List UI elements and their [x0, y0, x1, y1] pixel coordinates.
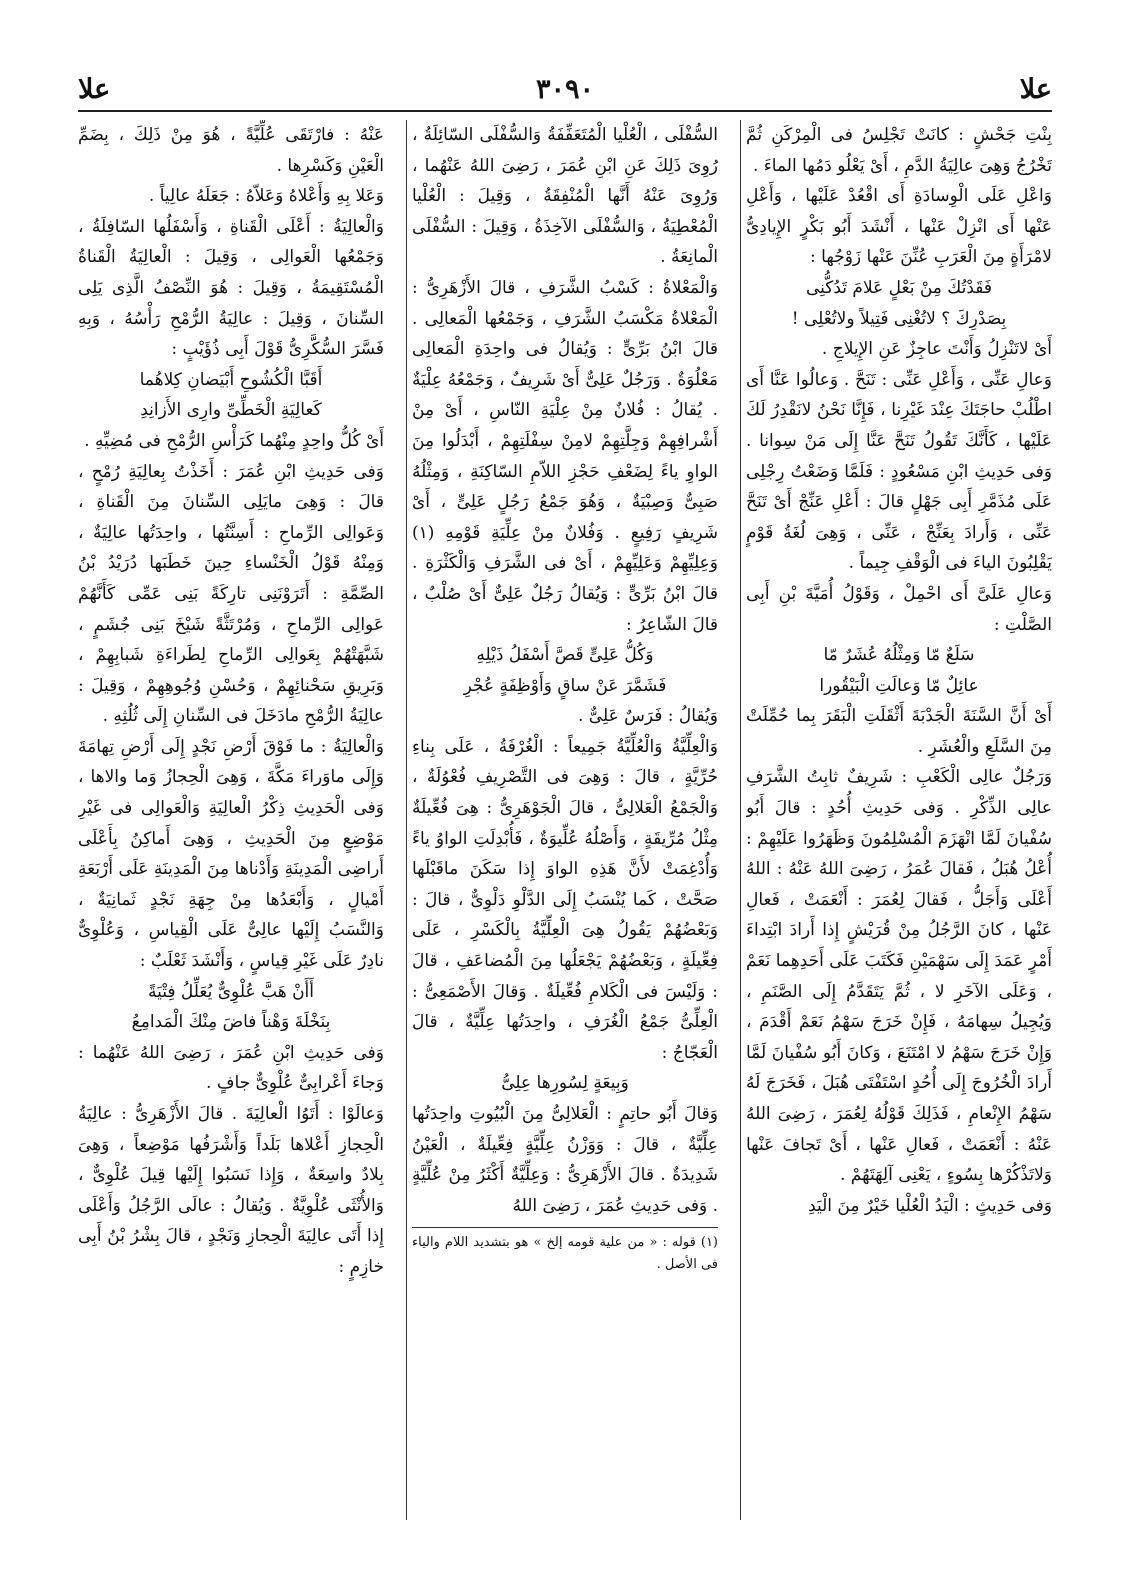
paragraph: وَرَجُلٌ عالِى الْكَعْبِ : شَرِيفٌ ثابِتُ الشَّرَفِ عالِى الذِّكْرِ . وَفى حَدِيثِ أُحُدٍ : قالَ أَبُو سُفْيانَ لَمَّا انْهَزَمَ الْمُسْلِمُونَ وَظَهَرُوا عَلَيْهِمْ : أُعْلُ هُبَلُ ، فَقالَ عُمَرُ ، رَضِىَ اللهُ عَنْهُ : اللهُ أَعْلَى وَأَجَلُّ ، فَقالَ لِعُمَرَ : أَنْعَمَتْ ، فَعالِ عَنْها ، كانَ الرَّجُلُ مِنْ قُرَيْشٍ إِذا أَرادَ ابْتِداءَ أَمْرٍ عَمَدَ إِلَى سَهْمَيْنِ فَكَتَبَ عَلَى أَحَدِهِما نَعَمْ ، وَعَلَى الآخَرِ لا ، ثُمَّ يَتَقَدَّمُ إِلَى الصَّنَمِ ، وَيُجِيلُ سِهامَهُ ، فَإِنْ خَرَجَ سَهْمُ نَعَمْ أَقْدَمَ ، وَإِنْ خَرَجَ سَهْمُ لا امْتَنَعَ ، وَكانَ أَبُو سُفْيانَ لَمَّا أَرادَ الْخُرُوجَ إِلَى أُحُدٍ اسْتَفْتَى هُبَلَ ، فَخَرَجَ لَهُ سَهْمُ الإِنْعامِ ، فَذَلِكَ قَوْلُهُ لِعُمَرَ ، رَضِىَ اللهُ عَنْهُ : أَنْعَمَتْ ، فَعالِ عَنْها ، أَىْ تَجافَ عَنْها وَلاتَذْكُرْها بِسُوءٍ ، يَعْنِى آلِهَتَهُمْ . — [746, 767, 1052, 1186]
paragraph: وَاعْلِ عَلَى الْوِسادَةِ أَى اقْعُدْ عَلَيْها ، وَأَعْلِ عَنْها أَى انْزِلْ عَنْها ، أَنْشَدَ أَبُو بَكْرٍ الإِيادِىُّ لامْرَأَةٍ مِنَ الْعَرَبِ عُنِّنَ عَنْها زَوْجُها : — [746, 186, 1052, 268]
verse-line: بِنَخْلَةَ وَهْناً فاضَ مِنْكَ الْمَدامِعُ — [131, 1012, 331, 1033]
footnote: (١) قوله : « من علية قومه إلخ » هو بتشديد اللام والياء فى الأصل . — [412, 1235, 718, 1273]
headword-left: علا — [78, 73, 111, 105]
paragraph: عَنْهُ : فارْتَقَى عُلِّيَّةً ، هُوَ مِنْ ذَلِكَ ، بِضَمِّ الْعَيْنِ وَكَسْرِها . — [78, 125, 384, 176]
page-number: ٣٠٩٠ — [536, 73, 595, 105]
paragraph: أَىْ لاتَنْزِلُ وَأَنْتَ عاجِزٌ عَنِ الإِيلاجِ . — [821, 339, 1052, 360]
paragraph: وَالْعالِيَةُ : أَعْلَى الْقَناةِ ، وَأَسْفَلُها السّافِلَةُ ، وَجَمْعُها الْعَوالِى ، وَقِيلَ : الْعالِيَةُ الْقَناةُ الْمُسْتَقِيمَةُ ، وَقِيلَ : هُوَ النِّصْفُ الَّذِى يَلِى السِّنانَ ، وَقِيلَ : عالِيَةُ الرُّمْحِ رَأْسُهُ ، وَبِهِ فَسَّرَ السُّكَّرِىُّ قَوْلَ أَبِى ذُؤَيْبٍ : — [78, 216, 384, 360]
verse-line: بِصَدْرِكَ ؟ لاتُغْنِى فَتِيلاً ولاتُعْلِى ! — [791, 308, 1007, 329]
column-divider — [740, 120, 741, 1520]
paragraph: أَىْ كُلُّ واحِدٍ مِنْهُما كَرَأْسِ الرُّمْحِ فى مُضِيِّهِ . — [84, 430, 384, 451]
paragraph: وَالْعالِيَةُ : ما فَوْقَ أَرْضِ نَجْدٍ إِلَى أَرْضِ تِهامَةَ وَإِلَى ماوَراءَ مَكَّةَ ، وَهِىَ الْحِجازُ وَما والاها ، وَفى الْحَدِيثِ ذِكْرُ الْعالِيَةِ وَالْعَوالِى فى غَيْرِ مَوْضِعٍ مِنَ الْحَدِيثِ ، وَهِىَ أَماكِنُ بِأَعْلَى أَراضِى الْمَدِينَةِ وَأَدْناها مِنَ الْمَدِينَةِ عَلَى أَرْبَعَةِ أَمْيالٍ ، وَأَبْعَدُها مِنْ جِهَةِ نَجْدٍ ثَمانِيَةٌ ، وَالنَّسَبُ إِلَيْها عالِىٌّ عَلَى الْقِياسِ ، وَعُلْوِىٌّ نادِرٌ عَلَى غَيْرِ قِياسٍ ، وَأَنْشَدَ ثَعْلَبٌ : — [78, 736, 384, 972]
paragraph: وَفى حَدِيثِ ابْنِ عُمَرَ ، رَضِىَ اللهُ عَنْهُما : وَجاءَ أَعْرابِىٌّ عُلْوِىٌّ جافٍ . — [78, 1042, 384, 1094]
header-rule — [78, 110, 1052, 112]
column-divider — [406, 120, 407, 1520]
paragraph: وَفى حَدِيثِ ابْنِ عُمَرَ : أَخَذْتُ بِعالِيَةِ رُمْحٍ ، قالَ : وَهِىَ مايَلِى السِّنانَ مِنَ الْقَناةِ ، وَعَوالِى الرِّماحِ : أَسِنَّتُها ، واحِدَتُها عالِيَةٌ ، وَمِنْهُ قَوْلُ الْخَنْساءِ حِينَ خَطَبَها دُرَيْدُ بْنُ الصِّمَّةِ : أَتَرَوْنَنِى تارِكَةً بَنِى عَمِّى كَأَنَّهُمْ عَوالِى الرِّماحِ ، وَمُرْتَثَّةً شَيْخَ بَنِى جُشَمٍ ، شَبَّهَتْهُمْ بِعَوالِى الرِّماحِ لِطَراءَةِ شَبابِهِمْ ، وَبَرِيقِ سَحْنائِهِمْ ، وَحُسْنِ وُجُوهِهِمْ ، وَقِيلَ : عالِيَةُ الرُّمْحِ مادَخَلَ فى السِّنانِ إِلَى ثُلُثِهِ . — [78, 461, 384, 727]
column-middle — [412, 120, 718, 1520]
verse-line: عائِلٌ مّا وَعالَتِ الْبَيْقُورا — [819, 675, 979, 696]
paragraph: وَعَلا بِهِ وَأَعْلاهُ وَعَلاّهُ : جَعَلَهُ عالِياً . — [148, 186, 384, 207]
column-right — [746, 120, 1052, 1520]
column-left — [78, 120, 384, 1520]
verse-line: كَعالِيَةِ الْخَطِّىِّ وارِى الأَزانِدِ — [140, 400, 322, 421]
paragraph: وَفى حَدِيثٍ : الْيَدُ الْعُلْيا خَيْرٌ مِنَ الْيَدِ — [808, 1195, 1052, 1216]
paragraph: وَالْعِلِّيَّةُ وَالْعُلِّيَّةُ جَمِيعاً : الْغُرْفَةُ ، عَلَى بِناءِ حُرِّيَّةٍ ، قالَ : وَهِىَ فى التَّصْرِيفِ فُعْوُلَةٌ ، وَالْجَمْعُ الْعَلالِىُّ ، قالَ الْجَوْهَرِىُّ : هِىَ فُعِّيلَةٌ مِثْلُ مُرِّيقَةٍ ، وَأَصْلُهُ عُلِّيوَةٌ ، فَأُبْدِلَتِ الواوُ ياءً وَأُدْغِمَتْ لأَنَّ هَذِهِ الواوَ إِذا سَكَنَ ماقَبْلَها صَحَّتْ ، كَما يُنْسَبُ إِلَى الدَّلْوِ دَلْوِىٌّ ، قالَ : وَبَعْضُهُمْ يَقُولُ هِىَ الْعِلِّيَّةُ بِالْكَسْرِ ، عَلَى فِعِّيلَةٍ ، وَبَعْضُهُمْ يَجْعَلُها مِنَ الْمُضاعَفِ ، قالَ : وَلَيْسَ فى الْكَلامِ فُعِّيلَةٌ . وَقالَ الأَصْمَعِىُّ : الْعِلِّىُّ جَمْعُ الْغُرَفِ ، واحِدَتُها عِلِّيَّةٌ ، قالَ الْعَجّاجُ : — [412, 736, 718, 1063]
verse-line: سَلَعٌ مّا وَمِثْلُهُ عُشَرٌ مّا — [823, 645, 975, 666]
paragraph: وَعالِ عَلَىَّ أَى احْمِلْ ، وَقَوْلُ أُمَيَّةَ بْنِ أَبِى الصَّلْتِ : — [746, 583, 1052, 635]
verse-line: فَقَدْتُكَ مِنْ بَعْلٍ عَلامَ تَدُكُّنِى — [805, 277, 993, 298]
paragraph: وَعالَوْا : أَتَوُا الْعالِيَةَ . قالَ الأَزْهَرِىُّ : عالِيَةُ الْحِجازِ أَعْلاها بَلَداً وَأَشْرَفُها مَوْضِعاً ، وَهِىَ بِلادٌ واسِعَةٌ ، وَإِذا نَسَبُوا إِلَيْها قِيلَ عُلْوِىٌّ ، وَالأُنْثَى عُلْوِيَّةٌ . وَيُقالُ : عالَى الرَّجُلُ وَأَعْلَى إِذا أَتَى عالِيَةَ الْحِجازِ وَنَجْدٍ ، قالَ بِشْرُ بْنُ أَبِى خازِمٍ : — [78, 1104, 384, 1277]
verse-line: أَأَنْ هَبَّ عُلْوِىٌّ يُعَلِّلُ فِتْيَةً — [148, 981, 314, 1002]
headword-right: علا — [1019, 73, 1052, 105]
verse-line: وَكُلُّ عَلِىٍّ قَصَّ أَسْفَلُ ذَيْلِهِ — [476, 645, 654, 666]
paragraph: بِنْتِ جَحْشٍ : كانَتْ تَجْلِسُ فى الْمِرْكَنِ ثُمَّ تَخْرُجُ وَهِىَ عالِيَةُ الدَّمِ ، أَىْ يَعْلُو دَمُها الماءَ . — [746, 125, 1052, 176]
verse-line: فَشَمَّرَ عَنْ ساقٍ وَأَوْظِفَةٍ عُجْرِ — [463, 675, 667, 696]
paragraph: وَعالِ عَنِّى ، وَأَعْلِ عَنِّى : تَنَحَّ . وَعالُوا عَنَّا أَى اطْلُبْ حاجَتَكَ عِنْدَ غَيْرِنا ، فَإِنَّا نَحْنُ لانَقْدِرُ لَكَ عَلَيْها ، كَأَنَّكَ تَقُولُ تَنَحَّ عَنَّا إِلَى مَنْ سِوانا . وَفى حَدِيثِ ابْنِ مَسْعُودٍ : فَلَمَّا وَضَعْتُ رِجْلِى عَلَى مُذَمَّرِ أَبِى جَهْلٍ قالَ : أَعْلِ عَنِّجْ أَىْ تَنَحَّ عَنِّى ، وَأَرادَ بِعَنِّجْ ، عَنِّى ، وَهِىَ لُغَةُ قَوْمٍ يَقْلِبُونَ الياءَ فى الْوَقْفِ جِيماً . — [746, 369, 1052, 574]
footnote-rule — [412, 1227, 718, 1228]
verse-line: أَقَبَّا الْكُشُوحِ أَبْيَضانِ كِلاهُما — [139, 369, 323, 390]
verse-line: وَبِيعَةٍ لِسُورِها عِلِىُّ — [501, 1073, 629, 1094]
paragraph: أَىْ أَنَّ السَّنَةَ الْجَدْبَةَ أَثْقَلَتِ الْبَقَرَ بِما حُمِّلَتْ مِنَ السَّلَعِ والْعُشَرِ . — [746, 706, 1052, 757]
paragraph: وَقالَ أَبُو حاتِمٍ : الْعَلالِىُّ مِنَ الْبُيُوتِ واحِدَتُها عِلِّيَّةٌ ، قالَ : وَوَزْنُ عِلِّيَّةٍ فِعِّيلَةٌ ، الْعَيْنُ شَدِيدَةٌ . قالَ الأَزْهَرِىُّ : وَعِلِّيَّةٌ أَكْثَرُ مِنْ عُلِّيَّةٍ . وَفى حَدِيثِ عُمَرَ ، رَضِىَ اللهُ — [412, 1104, 718, 1216]
page-header — [78, 72, 1052, 106]
paragraph: وَيُقالُ : فَرَسٌ عَلِىٌّ . — [577, 706, 718, 727]
paragraph: وَالْمَعْلاةُ : كَسْبُ الشَّرَفِ ، قالَ الأَزْهَرِىُّ : الْمَعْلاةُ مَكْسَبُ الشَّرَفِ ، وَجَمْعُها الْمَعالِى . قالَ ابْنُ بَرِّىٍّ : وَيُقالُ فى واحِدَةِ الْمَعالِى مَعْلُوَةٌ . وَرَجُلٌ عَلِىٌّ أَىْ شَرِيفٌ ، وَجَمْعُهُ عِلْيَةٌ . يُقالُ : فُلانٌ مِنْ عِلْيَةِ النّاسِ ، أَىْ مِنْ أَشْرافِهِمْ وَجِلَّتِهِمْ لامِنْ سِفْلَتِهِمْ ، أَبْدَلُوا مِنَ الواوِ ياءً لِضَعْفِ حَجْزِ اللاّمِ السّاكِنَةِ ، وَمِثْلُهُ صَبِىٌّ وَصِبْيَةٌ ، وَهُوَ جَمْعُ رَجُلٍ عَلِىٍّ ، أَىْ شَرِيفٍ رَفِيعٍ . وَفُلانٌ مِنْ عِلِّيَةِ قَوْمِهِ (١) وَعِلِيِّهِمْ وَعَلِيِّهِمْ ، أَىْ فى الشَّرَفِ وَالْكَثْرَةِ . قالَ ابْنُ بَرِّىٍّ : وَيُقالُ رَجُلٌ عَلِىٌّ أَىْ صُلْبٌ ، قالَ الشّاعِرُ : — [412, 277, 718, 635]
paragraph: السُّفْلَى ، الْعُلْيا الْمُتَعَفِّفَةُ وَالسُّفْلَى السّائِلَةُ ، رُوِىَ ذَلِكَ عَنِ ابْنِ عُمَرَ ، رَضِىَ اللهُ عَنْهُما ، وَرُوِىَ عَنْهُ أَنَّها الْمُنْفِقَةُ ، وَقِيلَ : الْعُلْيا الْمُعْطِيَةُ ، وَالسُّفْلَى الآخِذَةُ ، وَقِيلَ : السُّفْلَى الْمانِعَةُ . — [412, 125, 718, 268]
